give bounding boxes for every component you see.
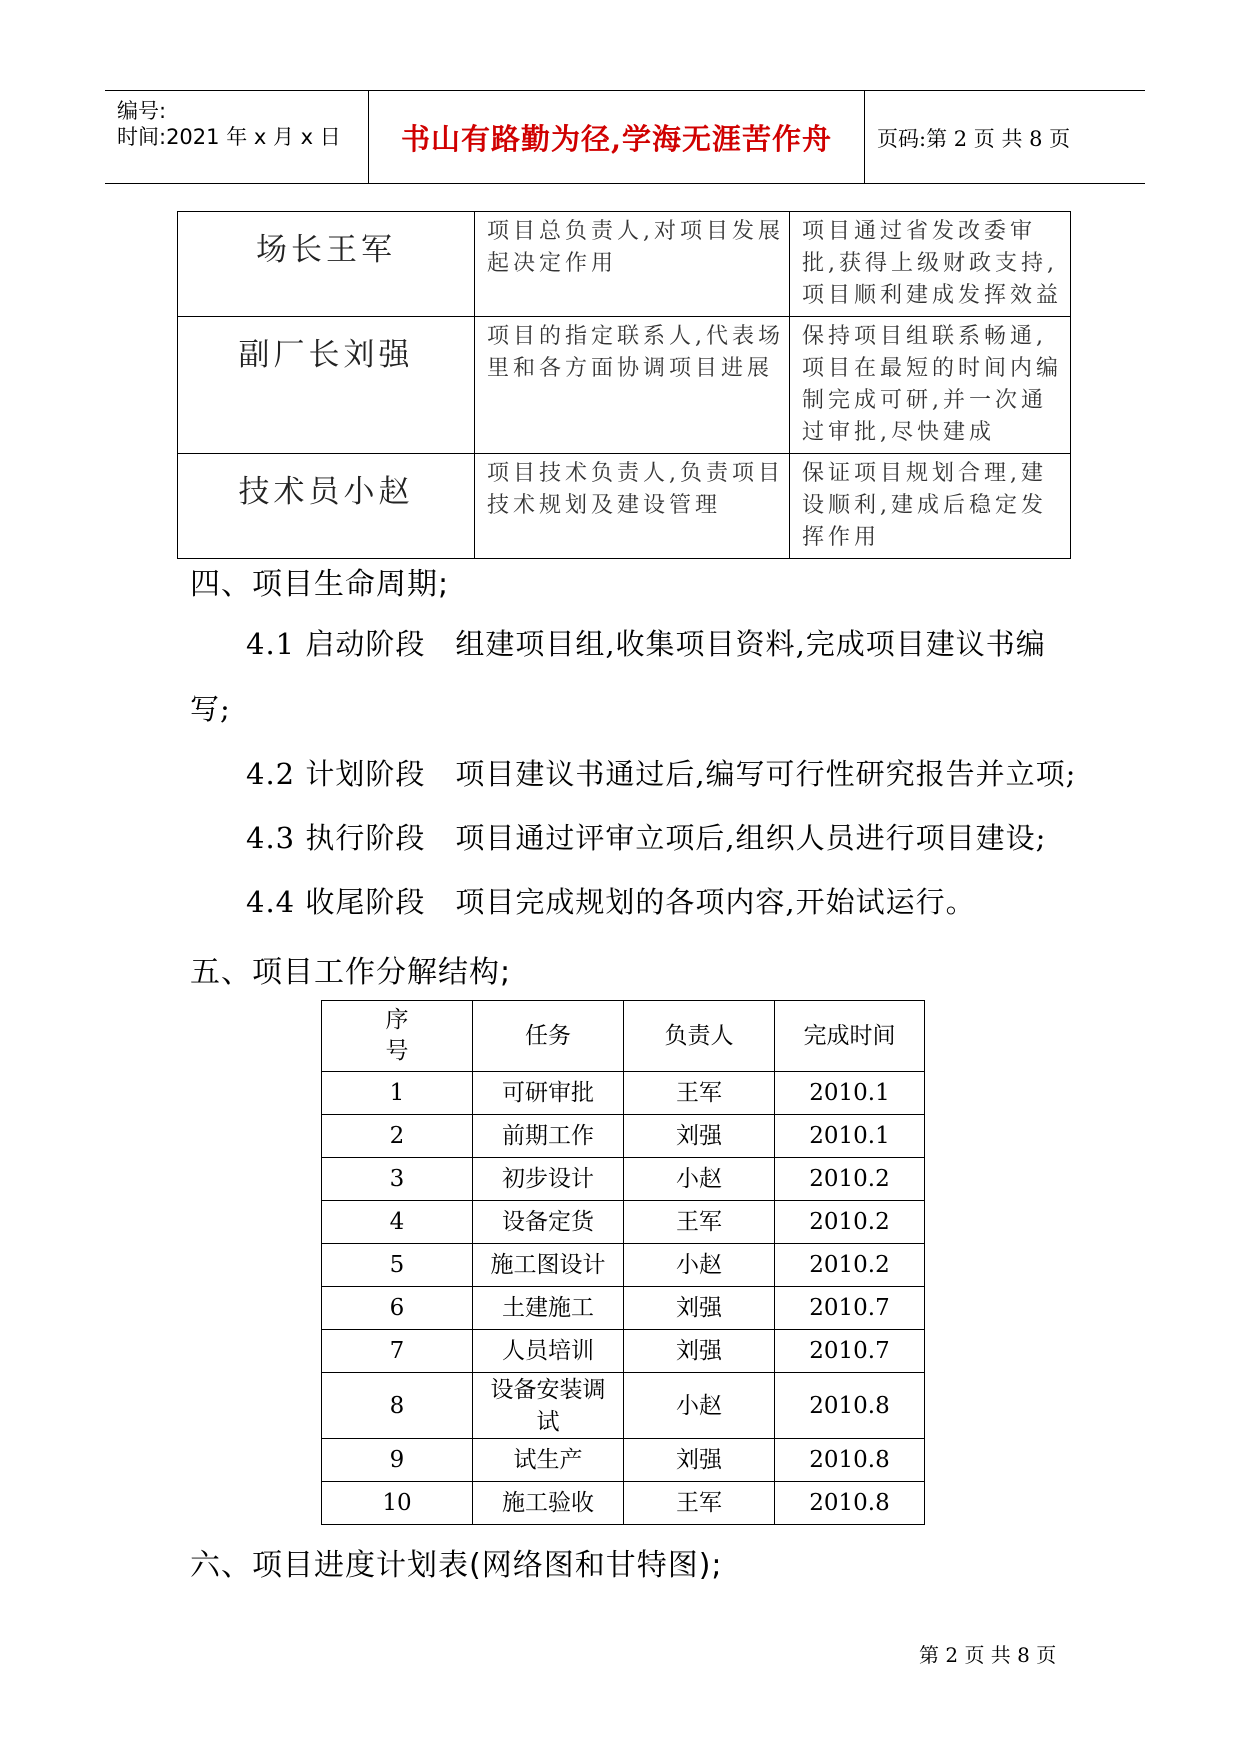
stakeholder-effect: 项目通过省发改委审批,获得上级财政支持,项目顺利建成发挥效益	[790, 212, 1071, 317]
cell-number: 7	[322, 1330, 473, 1373]
column-header-task: 任务	[473, 1001, 624, 1072]
cell-owner: 小赵	[624, 1373, 775, 1439]
column-header-number-text: 序号	[385, 1007, 409, 1064]
section-5-heading: 五、项目工作分解结构;	[190, 955, 512, 990]
date-label: 时间:2021 年 x 月 x 日	[117, 125, 341, 149]
cell-task	[473, 1373, 624, 1439]
cell-task: 施工图设计	[473, 1244, 624, 1287]
cell-date: 2010.2	[775, 1158, 925, 1201]
cell-number: 2	[322, 1115, 473, 1158]
cell-owner: 刘强	[624, 1287, 775, 1330]
phase-text: 项目完成规划的各项内容,开始试运行。	[455, 885, 976, 919]
cell-task: 人员培训	[473, 1330, 624, 1373]
cell-number: 9	[322, 1439, 473, 1482]
table-row	[178, 317, 1071, 454]
cell-owner: 王军	[624, 1201, 775, 1244]
phase-text: 项目通过评审立项后,组织人员进行项目建设;	[455, 821, 1047, 855]
table-row	[322, 1439, 925, 1482]
cell-date: 2010.7	[775, 1330, 925, 1373]
cell-date: 2010.8	[775, 1482, 925, 1525]
section-4-heading: 四、项目生命周期;	[190, 567, 450, 602]
table-row	[178, 454, 1071, 559]
stakeholder-role: 项目技术负责人,负责项目技术规划及建设管理	[475, 454, 790, 559]
table-row	[322, 1482, 925, 1525]
table-row	[322, 1115, 925, 1158]
cell-owner: 刘强	[624, 1115, 775, 1158]
stakeholder-role: 项目总负责人,对项目发展起决定作用	[475, 212, 790, 317]
cell-date: 2010.8	[775, 1439, 925, 1482]
phase-label: 4.4 收尾阶段	[246, 885, 426, 919]
cell-date: 2010.2	[775, 1201, 925, 1244]
cell-date: 2010.7	[775, 1287, 925, 1330]
cell-task: 试生产	[473, 1439, 624, 1482]
footer-page-number: 第 2 页 共 8 页	[919, 1643, 1057, 1667]
stakeholder-name: 副厂长刘强	[178, 317, 475, 454]
phase-item-continuation: 写;	[190, 692, 231, 726]
cell-number: 3	[322, 1158, 473, 1201]
cell-number: 1	[322, 1072, 473, 1115]
cell-owner: 刘强	[624, 1330, 775, 1373]
cell-owner: 王军	[624, 1482, 775, 1525]
stakeholder-name: 场长王军	[178, 212, 475, 317]
cell-owner: 小赵	[624, 1158, 775, 1201]
table-row	[322, 1330, 925, 1373]
phase-label: 4.1 启动阶段	[246, 627, 426, 661]
table-row	[178, 212, 1071, 317]
cell-number: 10	[322, 1482, 473, 1525]
table-row	[322, 1373, 925, 1439]
phase-item	[246, 816, 1046, 857]
section-6-heading: 六、项目进度计划表(网络图和甘特图);	[190, 1548, 723, 1583]
document-header	[105, 90, 1145, 184]
stakeholder-effect: 保证项目规划合理,建设顺利,建成后稳定发挥作用	[790, 454, 1071, 559]
cell-owner: 王军	[624, 1072, 775, 1115]
motto-text: 书山有路勤为径,学海无涯苦作舟	[400, 122, 833, 156]
cell-number: 4	[322, 1201, 473, 1244]
phase-item	[246, 622, 1046, 663]
table-row	[322, 1072, 925, 1115]
header-meta-cell	[105, 91, 369, 183]
wbs-table	[321, 1000, 925, 1525]
cell-number: 5	[322, 1244, 473, 1287]
cell-task: 施工验收	[473, 1482, 624, 1525]
stakeholder-table	[177, 211, 1071, 559]
cell-date: 2010.1	[775, 1072, 925, 1115]
table-row	[322, 1287, 925, 1330]
cell-number: 6	[322, 1287, 473, 1330]
cell-task: 初步设计	[473, 1158, 624, 1201]
cell-number: 8	[322, 1373, 473, 1439]
cell-date: 2010.1	[775, 1115, 925, 1158]
column-header-number	[322, 1001, 473, 1072]
phase-label: 4.2 计划阶段	[246, 757, 426, 791]
phase-item	[246, 880, 976, 921]
phase-label: 4.3 执行阶段	[246, 821, 426, 855]
table-row	[322, 1158, 925, 1201]
phase-item	[246, 752, 1076, 793]
page-number-label: 页码:第 2 页 共 8 页	[877, 127, 1071, 151]
table-row	[322, 1244, 925, 1287]
cell-owner: 小赵	[624, 1244, 775, 1287]
header-motto-cell	[369, 91, 865, 183]
header-page-cell	[865, 91, 1145, 183]
cell-task-text: 设备安装调试	[490, 1376, 606, 1435]
cell-task: 可研审批	[473, 1072, 624, 1115]
cell-date: 2010.2	[775, 1244, 925, 1287]
column-header-owner: 负责人	[624, 1001, 775, 1072]
cell-date: 2010.8	[775, 1373, 925, 1439]
phase-text: 项目建议书通过后,编写可行性研究报告并立项;	[455, 757, 1077, 791]
column-header-date: 完成时间	[775, 1001, 925, 1072]
cell-task: 土建施工	[473, 1287, 624, 1330]
table-row	[322, 1201, 925, 1244]
cell-owner: 刘强	[624, 1439, 775, 1482]
stakeholder-name: 技术员小赵	[178, 454, 475, 559]
cell-task: 设备定货	[473, 1201, 624, 1244]
phase-text: 组建项目组,收集项目资料,完成项目建议书编	[455, 627, 1046, 661]
table-header-row	[322, 1001, 925, 1072]
stakeholder-role: 项目的指定联系人,代表场里和各方面协调项目进展	[475, 317, 790, 454]
stakeholder-effect: 保持项目组联系畅通,项目在最短的时间内编制完成可研,并一次通过审批,尽快建成	[790, 317, 1071, 454]
cell-task: 前期工作	[473, 1115, 624, 1158]
serial-number-label: 编号:	[117, 99, 167, 123]
